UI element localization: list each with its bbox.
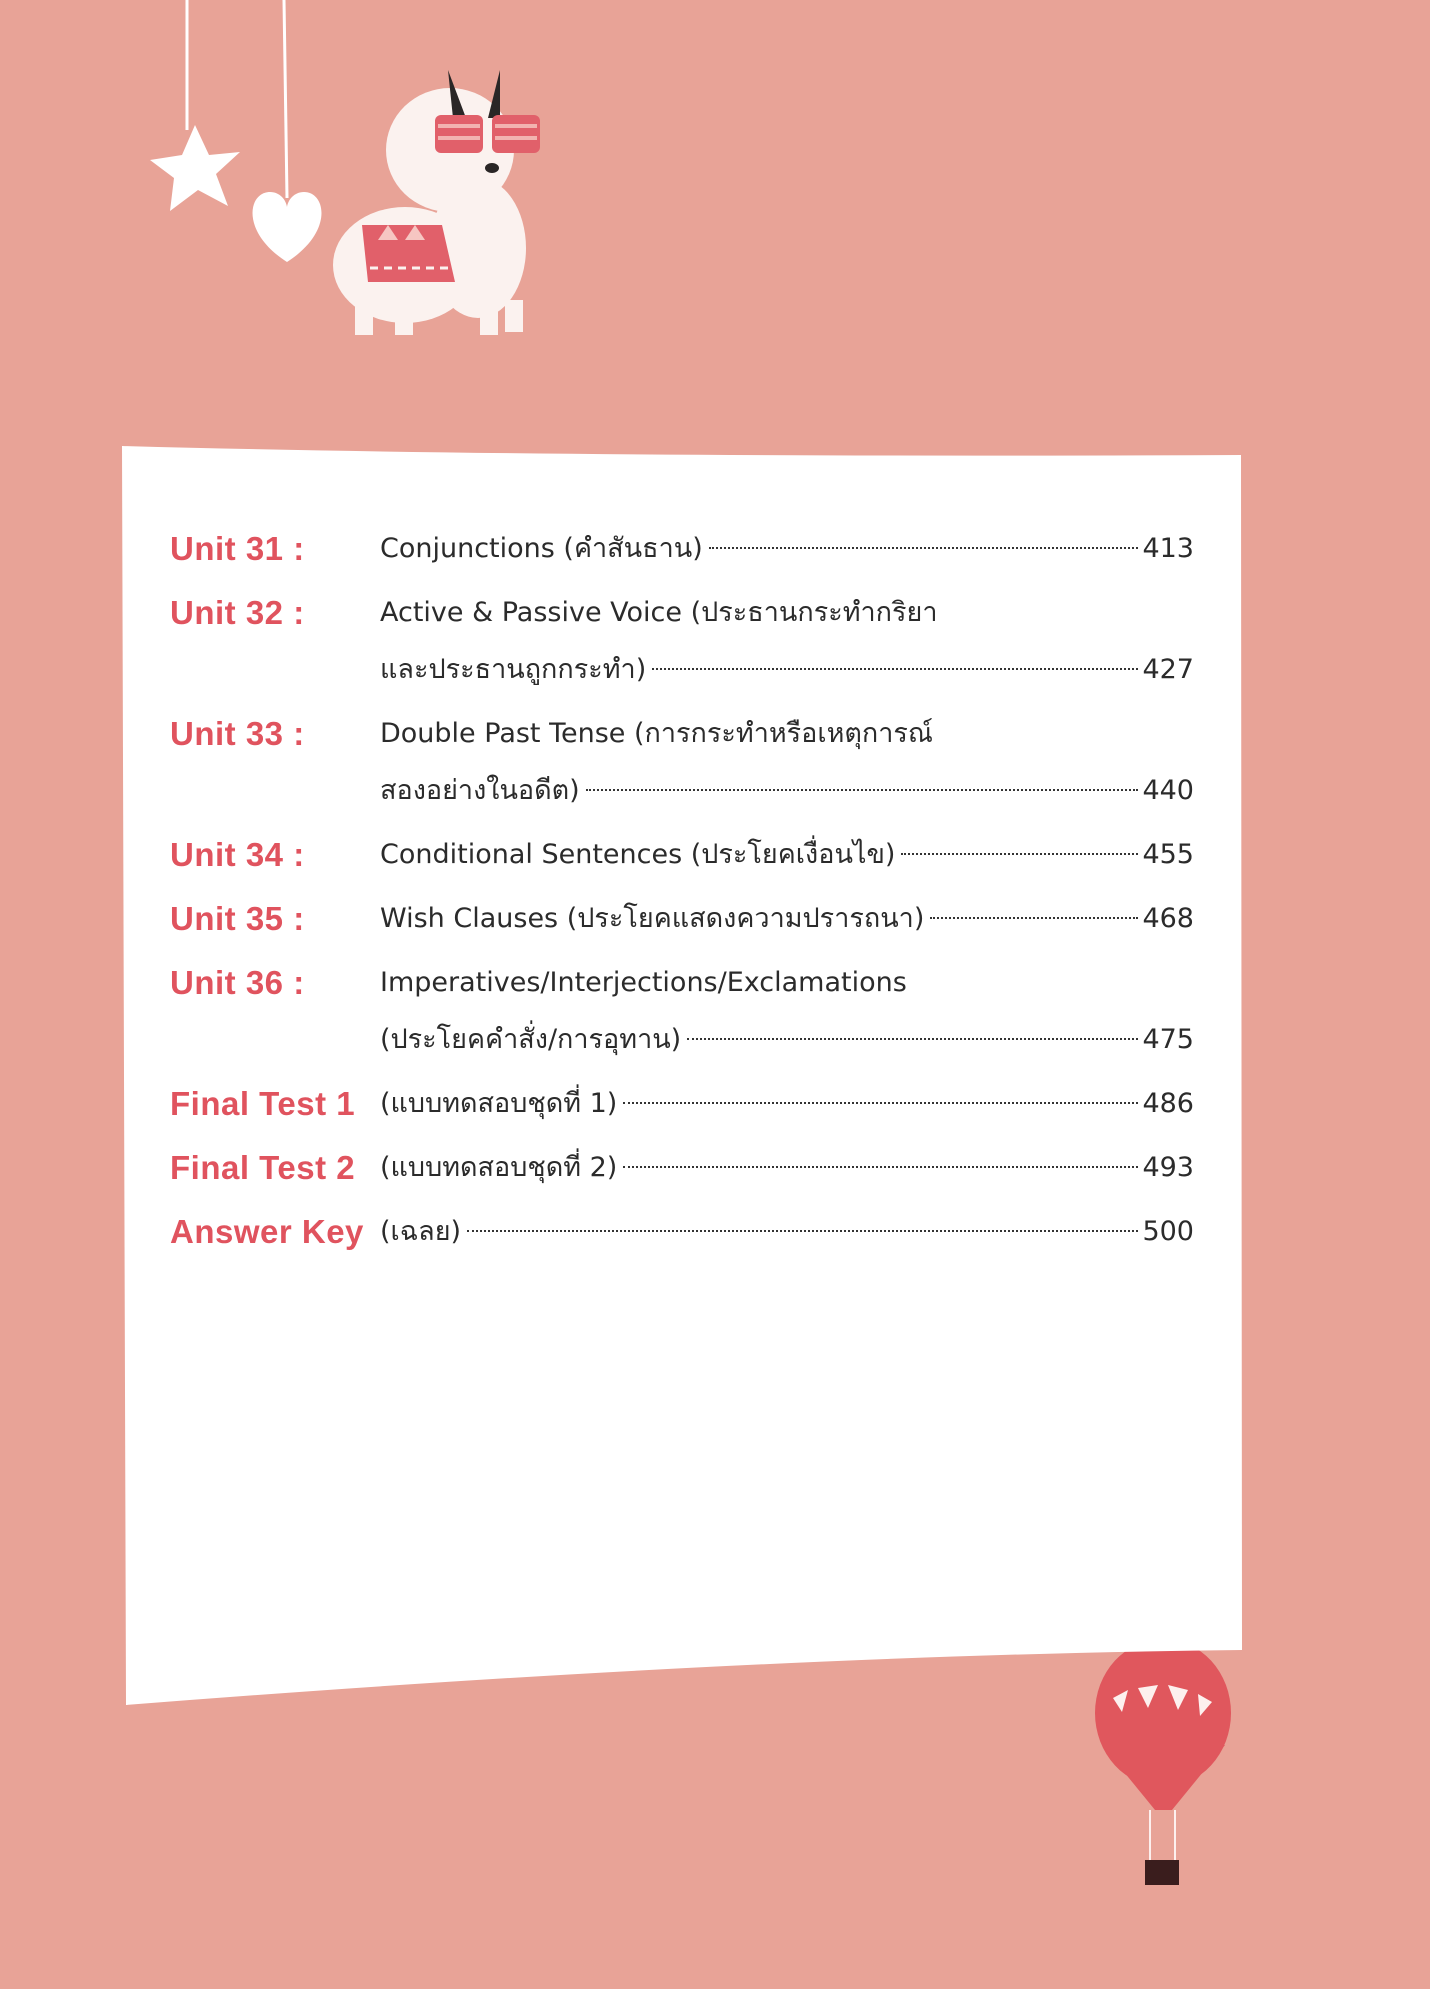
- toc-entry-title-continued: สองอย่างในอดีต): [380, 775, 580, 806]
- toc-page-number: 475: [1142, 1024, 1194, 1055]
- dot-leader: [709, 547, 1139, 549]
- toc-page-number: 413: [1142, 533, 1194, 564]
- toc-entry-title-continued: (ประโยคคำสั่ง/การอุทาน): [380, 1024, 682, 1055]
- toc-entry-title: Imperatives/Interjections/Exclamations: [380, 967, 907, 998]
- toc-entry-title: (แบบทดสอบชุดที่ 1): [380, 1088, 618, 1119]
- toc-entry-final-test-1[interactable]: [170, 1080, 1194, 1128]
- toc-page-number: 427: [1142, 654, 1194, 685]
- toc-entry-label: Unit 35 :: [170, 900, 305, 937]
- toc-page-number: 500: [1142, 1216, 1194, 1247]
- toc-entry-unit-31[interactable]: [170, 525, 1194, 573]
- toc-entry-label: Unit 33 :: [170, 715, 305, 752]
- toc-entry-title: (แบบทดสอบชุดที่ 2): [380, 1152, 618, 1183]
- toc-entry-label: Unit 31 :: [170, 530, 305, 567]
- toc-entry-unit-33[interactable]: [170, 710, 1194, 815]
- toc-entry-answer-key[interactable]: [170, 1208, 1194, 1256]
- toc-entry-title: Active & Passive Voice (ประธานกระทำกริยา: [380, 597, 938, 628]
- toc-entry-title: (เฉลย): [380, 1216, 462, 1247]
- toc-entry-label: Unit 32 :: [170, 594, 305, 631]
- dot-leader: [467, 1230, 1138, 1232]
- toc-entry-title: Conditional Sentences (ประโยคเงื่อนไข): [380, 839, 896, 870]
- toc-page-number: 486: [1142, 1088, 1194, 1119]
- dot-leader: [623, 1102, 1138, 1104]
- dot-leader: [687, 1038, 1138, 1040]
- toc-entry-unit-36[interactable]: [170, 959, 1194, 1064]
- toc-entry-final-test-2[interactable]: [170, 1144, 1194, 1192]
- toc-entry-label: Unit 34 :: [170, 836, 305, 873]
- toc-page-number: 440: [1142, 775, 1194, 806]
- toc-entry-unit-35[interactable]: [170, 895, 1194, 943]
- toc-entry-title: Wish Clauses (ประโยคแสดงความปรารถนา): [380, 903, 925, 934]
- toc-entry-title-continued: และประธานถูกกระทำ): [380, 654, 647, 685]
- toc-entry-unit-32[interactable]: [170, 589, 1194, 694]
- toc-entry-title: Conjunctions (คำสันธาน): [380, 533, 703, 564]
- toc-page-number: 493: [1142, 1152, 1194, 1183]
- dot-leader: [930, 917, 1138, 919]
- dot-leader: [901, 853, 1138, 855]
- toc-entry-label: Unit 36 :: [170, 964, 305, 1001]
- dot-leader: [623, 1166, 1138, 1168]
- table-of-contents: [170, 525, 1194, 1272]
- dot-leader: [586, 789, 1139, 791]
- toc-entry-label: Final Test 1: [170, 1085, 356, 1122]
- dot-leader: [652, 668, 1138, 670]
- toc-entry-label: Answer Key: [170, 1213, 364, 1250]
- toc-entry-title: Double Past Tense (การกระทำหรือเหตุการณ์: [380, 718, 933, 749]
- toc-page-number: 455: [1142, 839, 1194, 870]
- toc-entry-label: Final Test 2: [170, 1149, 356, 1186]
- toc-entry-unit-34[interactable]: [170, 831, 1194, 879]
- toc-page-number: 468: [1142, 903, 1194, 934]
